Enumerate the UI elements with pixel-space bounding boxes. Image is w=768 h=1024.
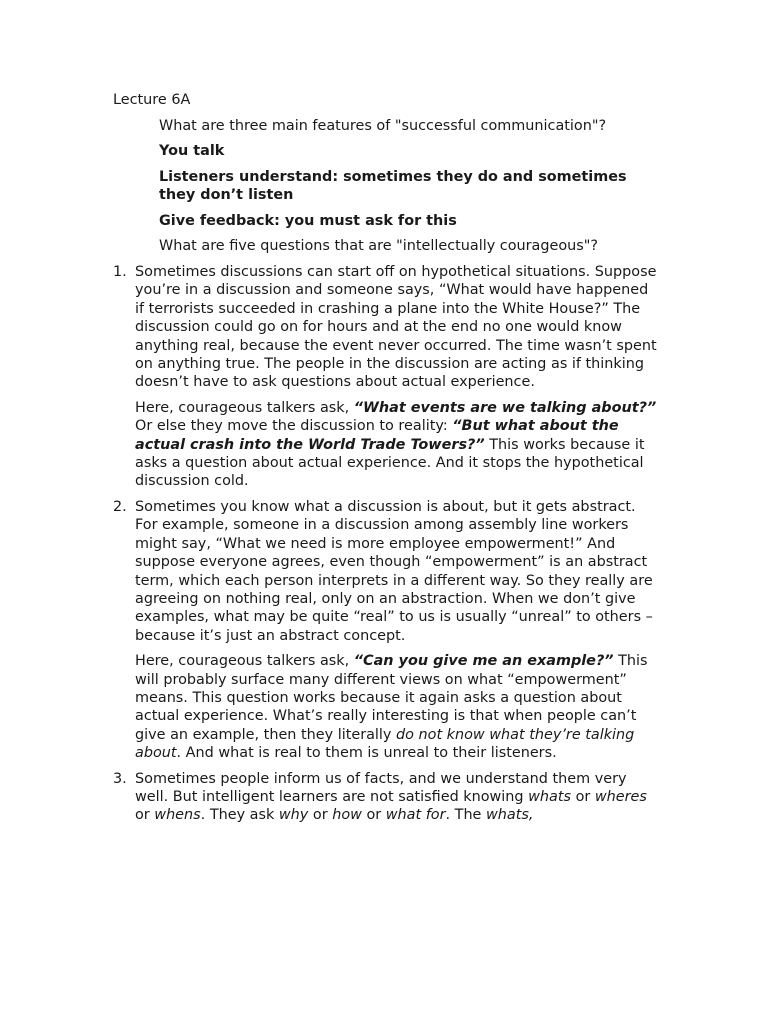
paragraph-text: Sometimes people inform us of facts, and we understand them very well. But intelligent learners are not satisfied knowing — [135, 770, 627, 805]
paragraph-text: . And what is real to them is unreal to their listeners. — [176, 745, 557, 762]
paragraph-text: . The — [445, 807, 486, 824]
emphasis-text: why — [278, 807, 309, 824]
feature-understand: Listeners understand: sometimes they do and sometimes they don’t listen — [159, 168, 627, 204]
paragraph-text: or — [361, 807, 386, 824]
item-paragraph — [113, 399, 658, 491]
item-paragraph — [113, 770, 658, 825]
emphasis-text: whens — [154, 807, 201, 824]
paragraph-text: Here, courageous talkers ask, — [135, 399, 354, 416]
question-courageous: What are five questions that are "intellectually courageous"? — [159, 238, 599, 255]
list-item — [113, 498, 658, 763]
question-features: What are three main features of "successful communication"? — [159, 118, 607, 134]
item-paragraph: Sometimes discussions can start off on hypothetical situations. Suppose you’re in a discussion and someone says, “What would have happened if terrorists succeeded in crashing a plane into the White House?” The discussion could go on for hours and at the end no one would know anything real, because the event never occurred. The time wasn’t spent on anything true. The people in the discussion are acting as if thinking doesn’t have to ask questions about actual experience. — [135, 264, 657, 391]
item-number: 1. — [113, 264, 127, 280]
intro-section — [159, 117, 659, 262]
courageous-question: “But what about the actual crash into the World Trade Towers?” — [135, 418, 619, 453]
courageous-question: “Can you give me an example?” — [353, 653, 614, 670]
courageous-question: “What events are we talking about?” — [353, 399, 657, 416]
numbered-list — [113, 263, 658, 832]
item-number: 3. — [113, 770, 127, 787]
paragraph-text: . They ask — [200, 807, 279, 824]
list-item — [113, 263, 658, 491]
emphasis-text: how — [332, 807, 362, 824]
emphasis-text: whats, — [486, 807, 534, 824]
emphasis-text: do not know what they’re talking about — [135, 726, 635, 762]
item-paragraph: Sometimes you know what a discussion is about, but it gets abstract. For example, someone in a discussion among assembly line workers might say, “What we need is more employee empowerment!” And suppose everyone agrees, even though “empowerment” is an abstract term, which each person interprets in a different way. So they really are agreeing on nothing real, only on an abstraction. When we don’t give examples, what may be quite “real” to us is usually “unreal” to others – because it’s just an abstract concept. — [135, 498, 653, 644]
list-item — [113, 770, 658, 825]
paragraph-text: or — [308, 807, 333, 824]
paragraph-text: or — [135, 807, 155, 824]
feature-talk: You talk — [159, 143, 225, 160]
paragraph-text: This will probably surface many different views on what “empowerment” means. This question works because it again asks a question about actual experience. What’s really interesting is that when people can’t give an example, then they literally — [135, 653, 648, 743]
item-number: 2. — [113, 498, 127, 515]
paragraph-text: or — [571, 788, 595, 805]
paragraph-text: Here, courageous talkers ask, — [135, 653, 354, 670]
emphasis-text: whats — [528, 788, 571, 805]
item-paragraph — [113, 652, 658, 762]
feature-feedback: Give feedback: you must ask for this — [159, 212, 457, 229]
emphasis-text: what for — [385, 807, 446, 824]
paragraph-text: Or else they move the discussion to reality: — [135, 418, 453, 435]
paragraph-text: This works because it asks a question about actual experience. And it stops the hypothetical discussion cold. — [135, 436, 645, 490]
page-title: Lecture 6A — [113, 92, 191, 108]
emphasis-text: wheres — [594, 788, 647, 805]
